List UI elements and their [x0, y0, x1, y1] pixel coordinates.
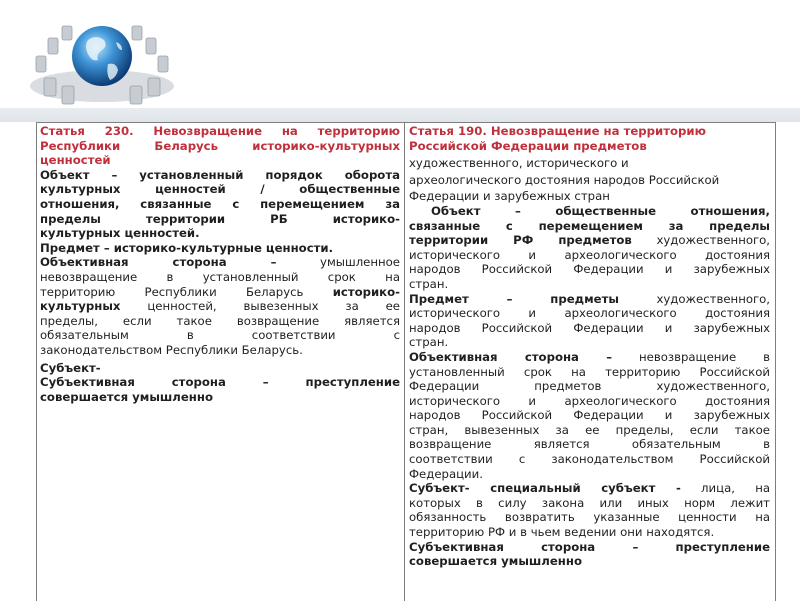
left-objective-text: территорию Республики Беларусь: [40, 284, 333, 299]
right-subject-matter-text: художественного,: [618, 291, 770, 306]
right-subject-text: лица, на: [680, 481, 770, 496]
left-objective-line: пределы, если такое возвращение является: [40, 313, 400, 328]
right-object-line: стран.: [409, 276, 449, 291]
right-object-line: Объект – общественные отношения,: [431, 203, 770, 218]
right-objective-line: возвращение является обязательным в: [409, 437, 770, 452]
left-objective-line: обязательным в соответствии с: [40, 328, 400, 343]
left-subjective-side: [40, 375, 400, 404]
right-objective-line: Федерации.: [409, 466, 483, 481]
right-heading-cont-line: художественного, исторического и: [409, 156, 629, 171]
right-object-text: художественного,: [631, 233, 770, 248]
right-objective-line: Федерации предметов художественного,: [409, 379, 770, 394]
right-objective-label: Объективная сторона –: [409, 349, 613, 364]
right-subject-matter-line: народов Российской Федерации и зарубежных: [409, 320, 770, 335]
right-subjective-line: Субъективная сторона – преступление: [409, 539, 770, 554]
right-subjective-line: совершается умышленно: [409, 554, 582, 569]
right-subject-matter-line: стран.: [409, 335, 449, 350]
right-column-russia: [405, 123, 775, 601]
right-objective-line: стран, вывезенных за ее пределы, если такое: [409, 422, 770, 437]
right-subject-line: территорию РФ и в чьем ведении они находятся.: [409, 525, 715, 540]
right-subject: [409, 481, 770, 539]
right-objective-side: [409, 350, 770, 481]
left-objective-label: Объективная сторона –: [40, 255, 277, 270]
globe-conference-chairs-logo: [22, 6, 182, 106]
header-band: [0, 108, 800, 122]
left-object-line: Объект – установленный порядок оборота: [40, 167, 400, 182]
left-objective-bold: историко-: [332, 284, 400, 299]
right-subjective-side: [409, 540, 770, 569]
left-subjective-line: Субъективная сторона – преступление: [40, 375, 400, 390]
left-heading-line: ценностей: [40, 153, 111, 168]
left-object-line: культурных ценностей / общественные: [40, 182, 400, 197]
left-objective-line: невозвращение в установленный срок на: [40, 269, 400, 284]
right-objective-line: народов Российской Федерации и зарубежных: [409, 408, 770, 423]
right-subject-line: которых в силу закона или иных норм лежит: [409, 495, 770, 510]
left-object-line: культурных ценностей.: [40, 226, 200, 241]
left-objective-line: [40, 285, 400, 300]
left-subjective-line: совершается умышленно: [40, 389, 213, 404]
left-objective-line: законодательством Республики Беларусь.: [40, 342, 303, 357]
right-subject-matter-line: [409, 292, 770, 307]
left-heading: [40, 124, 400, 168]
right-objective-line: установленный срок на территорию Российской: [409, 364, 770, 379]
right-object: [409, 204, 770, 292]
right-object-line: [409, 233, 770, 248]
right-object-line: исторического и археологического достояния: [409, 247, 770, 262]
right-objective-line: [409, 350, 770, 365]
right-heading-cont-line: Федерации и зарубежных стран: [409, 189, 610, 204]
comparison-table: [36, 122, 776, 601]
right-subject-line: [409, 481, 770, 496]
left-objective-side: [40, 255, 400, 357]
left-object-line: пределы территории РБ историко-: [40, 211, 400, 226]
left-subject-matter: Предмет – историко-культурные ценности.: [40, 240, 334, 255]
left-objective-line: [40, 255, 400, 270]
right-subject-matter: [409, 292, 770, 350]
right-object-line: народов Российской Федерации и зарубежных: [409, 262, 770, 277]
left-object-line: отношения, связанные с перемещением за: [40, 196, 400, 211]
left-objective-bold: культурных: [40, 299, 121, 314]
right-object-line: связанные с перемещением за пределы: [409, 218, 770, 233]
left-heading-line: Статья 230. Невозвращение на территорию: [40, 124, 400, 138]
right-subject-label: Субъект- специальный субъект -: [409, 481, 681, 496]
right-objective-line: соответствии с законодательством Российской: [409, 452, 770, 467]
right-heading-line: Российской Федерации предметов: [409, 138, 647, 153]
right-subject-matter-label: Предмет – предметы: [409, 291, 619, 306]
right-objective-line: исторического и археологического достояния: [409, 393, 770, 408]
right-objective-text: невозвращение в: [612, 349, 771, 364]
right-heading: [409, 124, 770, 204]
left-objective-text: умышленное: [276, 255, 400, 270]
right-subject-line: обязанность возвратить указанные ценности на: [409, 510, 770, 525]
left-objective-line: [40, 299, 400, 314]
right-heading-cont-line: археологического достояния народов Российской: [409, 172, 720, 187]
left-subject: Субъект-: [40, 360, 101, 375]
right-subject-matter-line: исторического и археологического достояния: [409, 306, 770, 321]
left-column-belarus: [37, 123, 405, 601]
left-heading-line: Республики Беларусь историко-культурных: [40, 138, 400, 153]
left-object: [40, 168, 400, 241]
right-object-bold: территории РФ предметов: [409, 233, 632, 248]
right-heading-line: Статья 190. Невозвращение на территорию: [409, 124, 706, 138]
left-objective-text: ценностей, вывезенных за ее: [120, 299, 400, 314]
